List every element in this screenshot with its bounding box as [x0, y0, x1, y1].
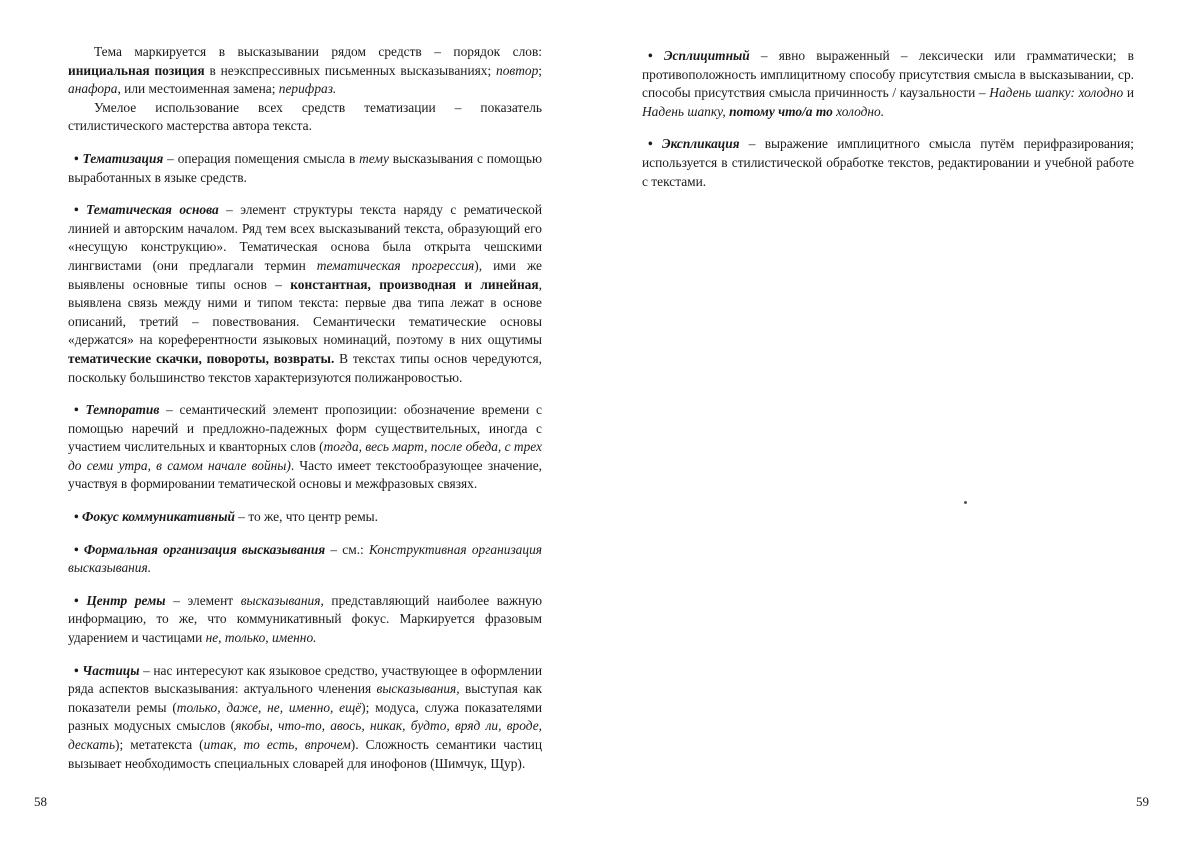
text-run: перифраз. — [278, 81, 337, 97]
bullet-icon: • — [74, 592, 87, 608]
glossary-entry — [68, 508, 542, 527]
text-run: итак, то есть, впрочем — [203, 737, 351, 752]
bullet-icon: • — [74, 541, 84, 557]
text-run: тогда, весь март, после обеда, с трех до семи утра, в самом начале войны) — [68, 439, 542, 473]
glossary-term: Частицы — [82, 662, 140, 678]
entry-indent — [642, 136, 662, 151]
text-run: . Часто имеет текстообразующее значение, участвуя в формировании тематической основы и межфразовых связях. — [68, 457, 542, 492]
text-run: ; — [538, 62, 542, 78]
intro-paragraph — [68, 43, 542, 99]
text-run: – см.: — [325, 541, 369, 557]
text-run: Надень шапку: холодно — [989, 85, 1124, 101]
text-run: только, даже, не, именно, ещё — [176, 699, 362, 715]
text-run: ), ими же выявлены основные типы основ – — [68, 257, 542, 292]
bullet-icon: • — [74, 150, 83, 166]
intro-paragraph-2: Умелое использование всех средств тематизации – показатель стилистического мастерства автора текста. — [68, 99, 542, 134]
glossary-term: Тематическая основа — [86, 202, 219, 218]
bullet-icon: • — [74, 402, 86, 418]
text-run: Надень шапку, — [642, 103, 730, 119]
glossary-entry — [68, 150, 542, 187]
text-run: – семантический элемент пропозиции: обозначение времени с помощью наречий и предложно-падежных форм существительных, иногда с участием числительных и кванторных слов ( — [68, 402, 542, 455]
speck-mark — [964, 501, 967, 504]
text-run: потому что/а то — [729, 103, 833, 119]
glossary-entry — [642, 47, 1134, 121]
right-text-column — [642, 47, 1134, 205]
text-run: – выражение имплицитного смысла путём перифразирования; используется в стилистической обработке текстов, редактировании и учебной работе с текстами. — [642, 136, 1134, 189]
text-run: и — [1123, 85, 1134, 101]
bullet-icon: • — [74, 202, 87, 218]
entry-indent — [68, 402, 85, 417]
text-run: тему — [359, 150, 389, 166]
glossary-term: Экспликация — [661, 136, 740, 152]
page-number-right: 59 — [1136, 794, 1149, 809]
left-text-column — [68, 43, 542, 787]
bullet-icon: • — [74, 662, 83, 678]
text-run: представляющий наиболее важную информацию, то же, что коммуникативный фокус. Маркируется фразовым ударением и частицами — [68, 592, 542, 646]
text-run: в неэкспрессивных письменных высказываниях; — [204, 62, 496, 78]
bullet-icon: • — [648, 48, 664, 63]
text-run: тематические скачки, повороты, возвраты. — [68, 350, 335, 366]
text-run: ); модуса, служа показателями разных модусных смыслов ( — [68, 699, 543, 734]
entry-indent — [68, 202, 86, 217]
text-run: – элемент структуры текста наряду с рематической линией и авторским началом. Ряд тем всех высказываний текста, образующий его «несущую конструкцию». Тематическая основа была открыта чешскими лингвистами (они предлагали термин — [68, 202, 542, 273]
text-run: выступая как показатели ремы ( — [68, 681, 542, 715]
text-run: высказывания, — [240, 592, 324, 608]
text-run: Тема маркируется в высказывании рядом средств – порядок слов: — [94, 44, 542, 59]
entry-indent — [642, 48, 664, 63]
text-run: высказывания с помощью выработанных в языке средств. — [68, 150, 543, 185]
glossary-term: Тематизация — [82, 150, 164, 166]
text-run: , выявлена связь между ними и типом текста: первые два типа лежат в основе описаний, третий – повествования. Семантически тематические основы «держатся» на кореферентности языковых номинаций, поэтому в них ощутимы — [68, 276, 542, 348]
glossary-term: Темпоратив — [85, 402, 160, 418]
right-page — [600, 0, 1200, 859]
glossary-term: Фокус коммуникативный — [82, 509, 235, 525]
glossary-entry — [68, 401, 542, 494]
text-run: инициальная позиция — [68, 62, 205, 78]
glossary-term: Центр ремы — [86, 592, 166, 608]
left-entries — [68, 150, 542, 773]
text-run: тематическая прогрессия — [316, 257, 475, 273]
entry-indent — [68, 509, 82, 524]
text-run: ); метатекста ( — [115, 737, 204, 752]
glossary-entry — [642, 135, 1134, 191]
text-run: не, только, именно. — [205, 630, 317, 646]
text-run: – элемент — [165, 592, 241, 608]
entry-indent — [68, 593, 86, 608]
text-run: высказывания, — [376, 681, 460, 697]
bullet-icon: • — [74, 509, 83, 525]
text-run: ). Сложность семантики частиц вызывает необходимость специальных словарей для инофонов (Шимчук, Щур). — [68, 737, 543, 771]
glossary-entry — [68, 592, 542, 648]
text-run: , или местоименная замена; — [117, 81, 279, 97]
glossary-entry — [68, 662, 542, 774]
text-run: анафора — [68, 81, 118, 97]
text-run: – нас интересуют как языковое средство, участвующее в оформлении ряда аспектов высказывания: актуального членения — [68, 662, 542, 697]
text-run: якобы, что-то, авось, никак, будто, вряд ли, вроде, дескать — [68, 718, 542, 752]
entry-indent — [68, 151, 83, 166]
text-run: Конструктивная организация высказывания. — [68, 541, 542, 576]
entry-indent — [68, 542, 84, 557]
glossary-entry — [68, 201, 542, 387]
text-run: холодно. — [832, 103, 885, 119]
glossary-term: Эсплицитный — [663, 48, 750, 63]
text-run: В текстах типы основ чередуются, поскольку большинство текстов характеризуются полижанровостью. — [68, 350, 542, 385]
page-number-left: 58 — [34, 794, 47, 809]
text-run: – то же, что центр ремы. — [234, 509, 379, 525]
text-run: константная, производная и линейная — [290, 276, 539, 292]
text-run: повтор — [496, 62, 539, 78]
entry-indent — [68, 663, 82, 678]
bullet-icon: • — [648, 136, 662, 152]
glossary-term: Формальная организация высказывания — [83, 541, 326, 557]
text-run: – операция помещения смысла в — [163, 150, 360, 166]
text-run: – явно выраженный – лексически или грамматически; в противоположность имплицитному способу присутствия смысла в высказывании, ср. способы присутствия смысла причинность / каузальности – — [642, 48, 1134, 101]
glossary-entry — [68, 541, 542, 578]
right-entries — [642, 47, 1134, 191]
